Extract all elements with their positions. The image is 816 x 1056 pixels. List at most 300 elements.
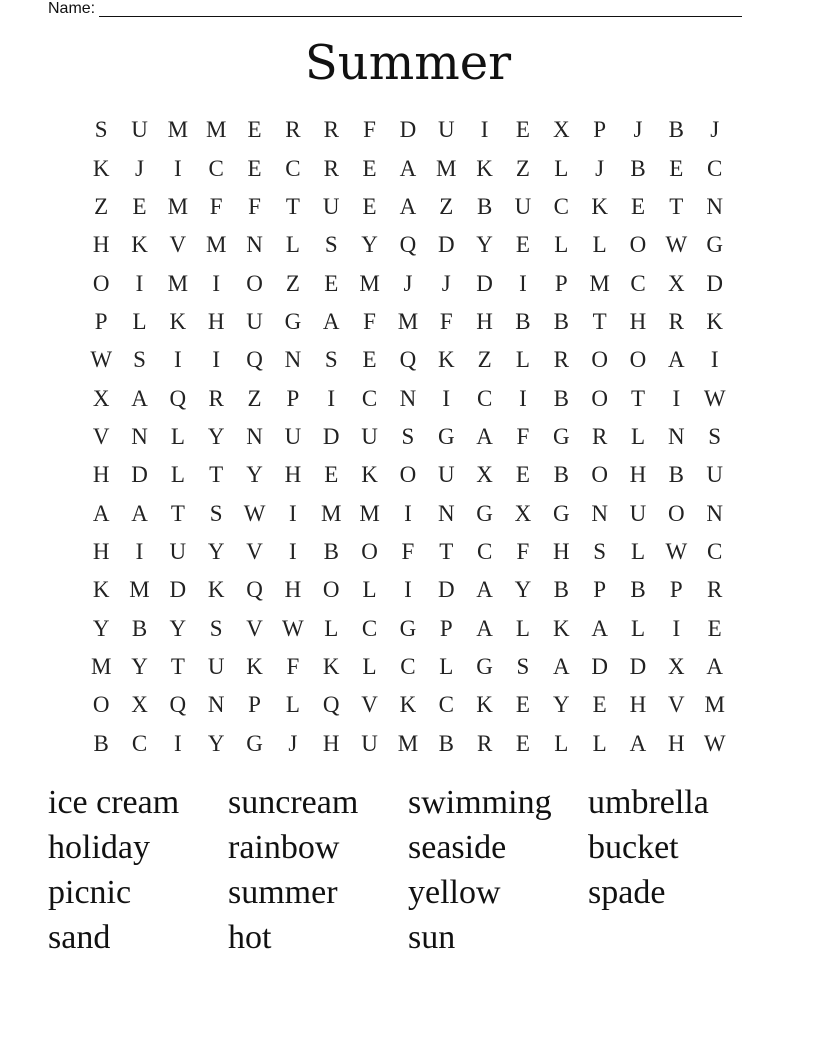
grid-letter: Z	[515, 155, 530, 181]
grid-letter: R	[668, 308, 684, 334]
grid-letter: E	[515, 232, 530, 258]
grid-letter: E	[362, 193, 377, 219]
grid-letter: H	[552, 538, 570, 564]
grid-letter: I	[672, 615, 681, 641]
word-list-item: bucket	[588, 829, 679, 866]
grid-letter: G	[706, 232, 723, 258]
grid-letter: N	[706, 500, 723, 526]
word-list-item: spade	[588, 874, 666, 911]
grid-letter: N	[246, 232, 263, 258]
grid-letter: E	[515, 462, 530, 488]
grid-letter: T	[285, 193, 300, 219]
grid-letter: I	[672, 385, 681, 411]
grid-letter: M	[167, 270, 189, 296]
grid-letter: C	[707, 155, 723, 181]
name-label: Name:	[48, 0, 96, 17]
grid-letter: F	[286, 653, 300, 679]
grid-letter: F	[516, 423, 530, 449]
grid-letter: I	[289, 538, 297, 564]
grid-letter: D	[131, 462, 148, 488]
grid-letter: S	[516, 653, 530, 679]
grid-letter: O	[399, 462, 417, 488]
grid-letter: I	[442, 385, 451, 411]
grid-letter: T	[592, 308, 607, 334]
grid-letter: A	[591, 615, 608, 641]
grid-letter: A	[629, 730, 647, 756]
grid-letter: I	[212, 270, 221, 296]
grid-letter: D	[437, 577, 455, 603]
grid-letter: A	[476, 615, 493, 641]
grid-letter: F	[439, 308, 453, 334]
grid-letter: N	[706, 193, 723, 219]
grid-letter: C	[285, 155, 301, 181]
grid-letter: Q	[246, 347, 263, 373]
word-list-item: swimming	[408, 784, 552, 821]
grid-letter: O	[92, 692, 110, 718]
grid-letter: D	[169, 577, 187, 603]
grid-letter: L	[630, 615, 646, 641]
grid-letter: E	[324, 270, 339, 296]
grid-letter: H	[629, 462, 647, 488]
grid-letter: K	[207, 577, 225, 603]
grid-letter: Z	[247, 385, 262, 411]
letter-grid	[82, 111, 734, 763]
grid-letter: I	[289, 500, 297, 526]
grid-letter: I	[327, 385, 336, 411]
grid-letter: C	[361, 615, 378, 641]
word-list-item: umbrella	[588, 784, 709, 821]
grid-letter: P	[593, 117, 607, 143]
grid-letter: O	[246, 270, 263, 296]
grid-letter: G	[552, 423, 570, 449]
grid-letter: P	[248, 692, 261, 718]
grid-letter: M	[359, 270, 380, 296]
grid-letter: N	[591, 500, 608, 526]
grid-letter: X	[92, 385, 110, 411]
grid-letter: X	[668, 653, 685, 679]
grid-letter: S	[94, 117, 108, 143]
grid-letter: V	[361, 692, 378, 718]
grid-letter: F	[516, 538, 530, 564]
word-list-item: yellow	[408, 874, 501, 911]
grid-letter: Y	[207, 423, 225, 449]
grid-letter: W	[282, 615, 304, 641]
grid-letter: G	[246, 730, 263, 756]
grid-letter: D	[476, 270, 493, 296]
grid-letter: S	[593, 538, 607, 564]
grid-letter: N	[399, 385, 417, 411]
grid-letter: B	[93, 730, 109, 756]
grid-letter: A	[476, 577, 493, 603]
grid-letter: K	[92, 155, 110, 181]
grid-letter: W	[703, 730, 726, 756]
grid-letter: U	[361, 730, 378, 756]
grid-letter: Y	[169, 615, 187, 641]
grid-letter: O	[668, 500, 685, 526]
grid-letter: A	[131, 385, 148, 411]
grid-letter: O	[591, 462, 608, 488]
name-line	[99, 2, 742, 17]
grid-letter: Y	[361, 232, 378, 258]
grid-letter: L	[554, 155, 569, 181]
grid-letter: N	[437, 500, 455, 526]
grid-letter: U	[629, 500, 647, 526]
grid-letter: E	[247, 117, 262, 143]
grid-letter: H	[92, 232, 110, 258]
grid-letter: R	[323, 117, 339, 143]
grid-letter: H	[207, 308, 225, 334]
page-title: Summer	[304, 35, 512, 91]
name-field	[48, 0, 742, 17]
grid-letter: O	[591, 347, 608, 373]
grid-letter: L	[170, 462, 185, 488]
grid-letter: B	[630, 155, 646, 181]
grid-letter: Q	[169, 385, 187, 411]
grid-letter: E	[630, 193, 646, 219]
grid-letter: O	[361, 538, 378, 564]
grid-letter: G	[552, 500, 570, 526]
grid-letter: D	[706, 270, 723, 296]
grid-letter: I	[212, 347, 221, 373]
grid-letter: K	[706, 308, 723, 334]
grid-letter: Y	[514, 577, 532, 603]
grid-letter: D	[629, 653, 647, 679]
word-list	[48, 780, 768, 960]
grid-letter: E	[515, 117, 530, 143]
grid-letter: J	[135, 155, 144, 181]
grid-letter: I	[710, 347, 719, 373]
grid-letter: T	[669, 193, 684, 219]
grid-letter: C	[361, 385, 378, 411]
grid-letter: D	[399, 117, 417, 143]
grid-letter: N	[207, 692, 225, 718]
grid-letter: S	[133, 347, 146, 373]
grid-letter: R	[707, 577, 723, 603]
grid-letter: Y	[207, 730, 225, 756]
grid-letter: W	[665, 538, 688, 564]
word-list-item: sun	[408, 919, 456, 956]
grid-letter: K	[131, 232, 148, 258]
grid-letter: B	[553, 462, 569, 488]
grid-letter: W	[703, 385, 726, 411]
grid-letter: U	[246, 308, 263, 334]
grid-letter: L	[630, 538, 646, 564]
grid-letter: U	[437, 117, 455, 143]
grid-letter: E	[515, 692, 530, 718]
grid-letter: I	[480, 117, 489, 143]
grid-letter: I	[174, 347, 182, 373]
grid-letter: X	[476, 462, 493, 488]
grid-letter: X	[131, 692, 148, 718]
grid-letter: Y	[92, 615, 110, 641]
grid-letter: D	[591, 653, 608, 679]
grid-letter: F	[209, 193, 223, 219]
grid-letter: L	[439, 653, 454, 679]
grid-letter: C	[476, 538, 493, 564]
grid-letter: B	[668, 117, 684, 143]
grid-letter: K	[361, 462, 378, 488]
grid-letter: Q	[246, 577, 263, 603]
grid-letter: K	[246, 653, 263, 679]
grid-letter: R	[591, 423, 608, 449]
grid-letter: P	[94, 308, 108, 334]
grid-letter: J	[633, 117, 643, 143]
grid-letter: X	[514, 500, 532, 526]
grid-letter: M	[167, 117, 189, 143]
grid-letter: M	[167, 193, 189, 219]
grid-letter: L	[362, 577, 377, 603]
grid-letter: H	[668, 730, 685, 756]
grid-letter: J	[403, 270, 413, 296]
grid-letter: B	[553, 577, 569, 603]
grid-letter: A	[399, 155, 417, 181]
grid-letter: U	[514, 193, 532, 219]
grid-letter: A	[706, 653, 723, 679]
grid-letter: B	[668, 462, 684, 488]
grid-letter: C	[438, 692, 454, 718]
grid-letter: N	[668, 423, 685, 449]
grid-letter: J	[288, 730, 298, 756]
grid-letter: V	[246, 615, 263, 641]
grid-letter: T	[170, 500, 185, 526]
word-list-item: suncream	[228, 784, 359, 821]
grid-letter: O	[92, 270, 110, 296]
grid-letter: U	[207, 653, 225, 679]
grid-letter: U	[706, 462, 723, 488]
grid-letter: L	[592, 232, 607, 258]
grid-letter: E	[362, 155, 377, 181]
grid-letter: C	[553, 193, 569, 219]
grid-letter: E	[132, 193, 147, 219]
grid-letter: L	[554, 232, 569, 258]
grid-letter: E	[515, 730, 530, 756]
grid-letter: K	[552, 615, 570, 641]
grid-letter: H	[284, 462, 302, 488]
grid-letter: W	[665, 232, 688, 258]
grid-letter: I	[519, 270, 527, 296]
grid-letter: R	[323, 155, 339, 181]
grid-letter: M	[359, 500, 380, 526]
grid-letter: R	[476, 730, 493, 756]
grid-letter: Y	[131, 653, 148, 679]
grid-letter: L	[515, 615, 530, 641]
grid-letter: Q	[322, 692, 340, 718]
grid-letter: C	[707, 538, 723, 564]
grid-letter: I	[404, 500, 412, 526]
grid-letter: K	[92, 577, 110, 603]
grid-letter: C	[630, 270, 646, 296]
grid-letter: Y	[207, 538, 225, 564]
word-list-item: seaside	[408, 829, 507, 866]
grid-letter: I	[174, 730, 182, 756]
grid-letter: L	[630, 423, 646, 449]
grid-letter: A	[668, 347, 685, 373]
grid-letter: E	[362, 347, 377, 373]
grid-letter: U	[322, 193, 340, 219]
grid-letter: A	[131, 500, 148, 526]
grid-letter: E	[669, 155, 684, 181]
grid-letter: M	[205, 232, 227, 258]
grid-letter: M	[205, 117, 227, 143]
grid-letter: M	[321, 500, 342, 526]
grid-letter: M	[90, 653, 112, 679]
grid-letter: F	[401, 538, 415, 564]
grid-letter: B	[323, 538, 339, 564]
grid-letter: S	[324, 232, 338, 258]
grid-letter: V	[246, 538, 263, 564]
grid-letter: G	[399, 615, 417, 641]
grid-letter: K	[322, 653, 340, 679]
grid-letter: C	[131, 730, 148, 756]
grid-letter: S	[209, 500, 223, 526]
grid-letter: Z	[439, 193, 454, 219]
grid-letter: F	[363, 308, 376, 334]
grid-letter: W	[90, 347, 113, 373]
grid-letter: H	[476, 308, 493, 334]
grid-letter: S	[324, 347, 338, 373]
grid-letter: J	[595, 155, 605, 181]
grid-letter: X	[668, 270, 685, 296]
grid-letter: Q	[399, 232, 417, 258]
grid-letter: I	[135, 538, 144, 564]
grid-letter: S	[401, 423, 415, 449]
word-list-item: hot	[228, 919, 272, 956]
grid-letter: M	[589, 270, 610, 296]
grid-letter: K	[399, 692, 417, 718]
grid-letter: I	[174, 155, 182, 181]
grid-letter: L	[285, 692, 300, 718]
grid-letter: K	[476, 692, 493, 718]
grid-letter: B	[476, 193, 493, 219]
word-list-item: sand	[48, 919, 111, 956]
grid-letter: H	[629, 692, 647, 718]
grid-letter: Y	[476, 232, 493, 258]
grid-letter: X	[552, 117, 570, 143]
grid-letter: E	[707, 615, 722, 641]
grid-letter: A	[322, 308, 340, 334]
grid-letter: L	[592, 730, 607, 756]
grid-letter: G	[284, 308, 302, 334]
grid-letter: W	[243, 500, 266, 526]
grid-letter: T	[170, 653, 185, 679]
grid-letter: B	[630, 577, 646, 603]
grid-letter: T	[209, 462, 224, 488]
grid-letter: H	[92, 462, 110, 488]
grid-letter: O	[629, 232, 647, 258]
grid-letter: F	[363, 117, 376, 143]
grid-letter: C	[476, 385, 493, 411]
grid-letter: H	[629, 308, 647, 334]
grid-letter: A	[92, 500, 110, 526]
grid-letter: R	[285, 117, 301, 143]
grid-letter: P	[439, 615, 453, 641]
grid-letter: T	[630, 385, 646, 411]
grid-letter: Z	[477, 347, 492, 373]
grid-letter: N	[246, 423, 263, 449]
grid-letter: E	[324, 462, 339, 488]
grid-letter: J	[441, 270, 451, 296]
grid-letter: R	[553, 347, 569, 373]
grid-letter: G	[476, 653, 493, 679]
grid-letter: F	[248, 193, 261, 219]
grid-letter: Z	[94, 193, 109, 219]
grid-letter: V	[668, 692, 685, 718]
grid-letter: H	[284, 577, 302, 603]
grid-letter: A	[399, 193, 417, 219]
grid-letter: M	[436, 155, 457, 181]
grid-letter: H	[322, 730, 340, 756]
grid-letter: Q	[399, 347, 417, 373]
grid-letter: B	[438, 730, 454, 756]
grid-letter: O	[591, 385, 608, 411]
grid-letter: M	[397, 730, 419, 756]
grid-letter: M	[704, 692, 725, 718]
grid-letter: K	[437, 347, 455, 373]
grid-letter: L	[170, 423, 185, 449]
grid-letter: N	[284, 347, 302, 373]
grid-letter: I	[519, 385, 527, 411]
grid-letter: V	[169, 232, 187, 258]
grid-letter: M	[397, 308, 419, 334]
grid-letter: P	[593, 577, 607, 603]
grid-letter: D	[437, 232, 455, 258]
word-list-item: rainbow	[228, 829, 340, 866]
grid-letter: U	[361, 423, 378, 449]
grid-letter: C	[400, 653, 416, 679]
word-list-item: picnic	[48, 874, 132, 911]
grid-letter: S	[209, 615, 223, 641]
grid-letter: O	[629, 347, 647, 373]
grid-letter: K	[476, 155, 493, 181]
grid-letter: P	[669, 577, 683, 603]
grid-letter: T	[439, 538, 454, 564]
grid-letter: R	[208, 385, 224, 411]
grid-letter: D	[322, 423, 340, 449]
word-list-item: summer	[228, 874, 338, 911]
grid-letter: L	[132, 308, 147, 334]
grid-letter: K	[591, 193, 608, 219]
grid-letter: L	[554, 730, 569, 756]
grid-letter: P	[286, 385, 300, 411]
grid-letter: U	[131, 117, 148, 143]
grid-letter: I	[404, 577, 412, 603]
grid-letter: I	[135, 270, 144, 296]
grid-letter: Q	[169, 692, 187, 718]
grid-letter: P	[554, 270, 568, 296]
grid-letter: B	[131, 615, 148, 641]
grid-letter: Y	[246, 462, 263, 488]
grid-letter: C	[208, 155, 224, 181]
grid-letter: H	[92, 538, 110, 564]
grid-letter: G	[437, 423, 455, 449]
grid-letter: E	[247, 155, 262, 181]
grid-letter: U	[437, 462, 455, 488]
grid-letter: N	[131, 423, 148, 449]
grid-letter: A	[476, 423, 493, 449]
grid-letter: V	[92, 423, 110, 449]
grid-letter: B	[515, 308, 531, 334]
grid-letter: L	[515, 347, 530, 373]
grid-letter: L	[362, 653, 377, 679]
grid-letter: U	[169, 538, 187, 564]
grid-letter: O	[322, 577, 340, 603]
grid-letter: B	[553, 385, 569, 411]
word-list-item: ice cream	[48, 784, 180, 821]
grid-letter: Y	[552, 692, 570, 718]
grid-letter: S	[708, 423, 722, 449]
grid-letter: J	[710, 117, 720, 143]
grid-letter: L	[285, 232, 300, 258]
